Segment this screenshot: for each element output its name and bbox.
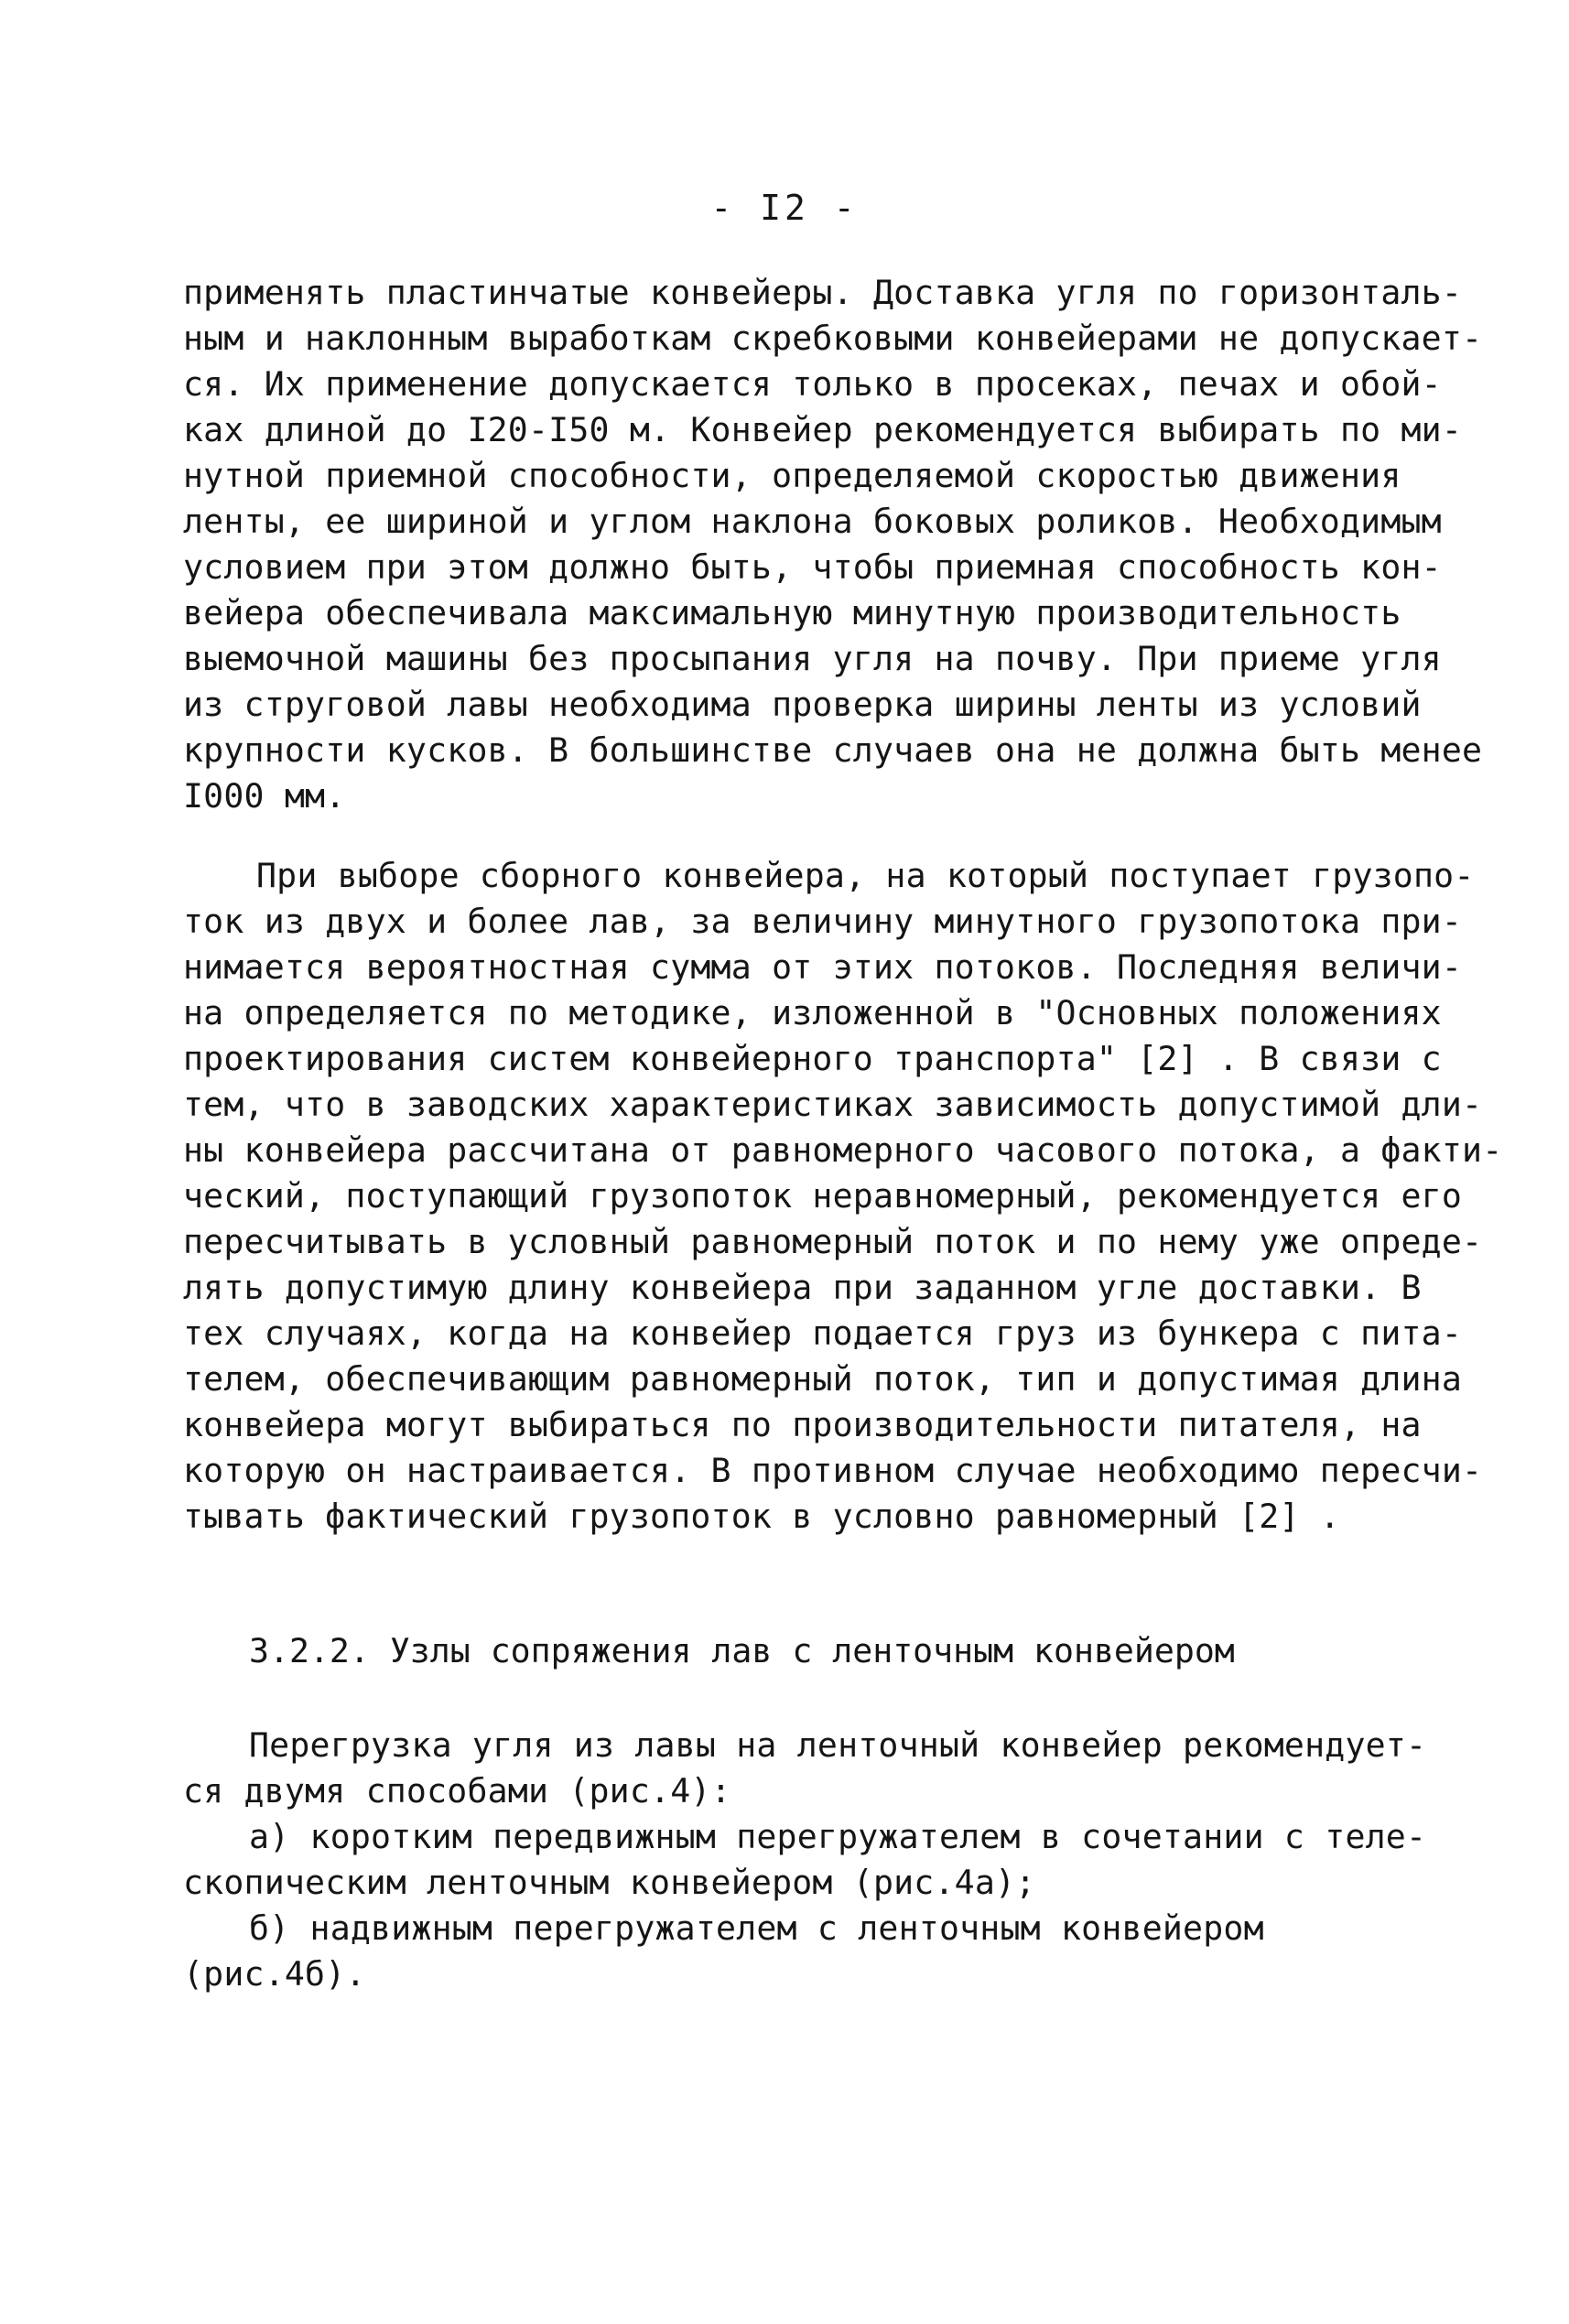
text-line: тем, что в заводских характеристиках зависимость допустимой дли- bbox=[183, 1085, 1483, 1124]
text-line: лять допустимую длину конвейера при заданном угле доставки. В bbox=[183, 1268, 1422, 1307]
text-line: на определяется по методике, изложенной в "Основных положениях bbox=[183, 993, 1442, 1032]
page-number: - I2 - bbox=[710, 188, 859, 228]
text-line: а) коротким передвижным перегружателем в сочетании с теле- bbox=[249, 1817, 1427, 1856]
text-line: тывать фактический грузопоток в условно равномерный [2] . bbox=[183, 1497, 1340, 1536]
text-line: телем, обеспечивающим равномерный поток, тип и допустимая длина bbox=[183, 1359, 1463, 1399]
section-heading: 3.2.2. Узлы сопряжения лав с ленточным конвейером bbox=[249, 1631, 1235, 1670]
text-line: скопическим ленточным конвейером (рис.4а); bbox=[183, 1863, 1036, 1902]
text-line: выемочной машины без просыпания угля на почву. При приеме угля bbox=[183, 639, 1442, 678]
text-line: крупности кусков. В большинстве случаев она не должна быть менее bbox=[183, 730, 1483, 770]
text-line: нутной приемной способности, определяемой скоростью движения bbox=[183, 456, 1401, 495]
text-line: Перегрузка угля из лавы на ленточный конвейер рекомендует- bbox=[249, 1725, 1427, 1765]
text-line: ны конвейера рассчитана от равномерного часового потока, а факти- bbox=[183, 1130, 1503, 1170]
text-line: ках длиной до I20-I50 м. Конвейер рекомендуется выбирать по ми- bbox=[183, 410, 1463, 449]
text-line: ток из двух и более лав, за величину минутного грузопотока при- bbox=[183, 902, 1463, 941]
text-line: ческий, поступающий грузопоток неравномерный, рекомендуется его bbox=[183, 1176, 1463, 1216]
text-line: ся. Их применение допускается только в просеках, печах и обой- bbox=[183, 364, 1442, 404]
text-line: вейера обеспечивала максимальную минутную производительность bbox=[183, 593, 1401, 632]
text-line: б) надвижным перегружателем с ленточным конвейером bbox=[249, 1908, 1264, 1948]
text-line: конвейера могут выбираться по производительности питателя, на bbox=[183, 1405, 1422, 1444]
text-line: ным и наклонным выработкам скребковыми конвейерами не допускает- bbox=[183, 319, 1483, 358]
text-line: ленты, ее шириной и углом наклона боковых роликов. Необходимым bbox=[183, 502, 1442, 541]
text-line: применять пластинчатые конвейеры. Доставка угля по горизонталь- bbox=[183, 273, 1463, 312]
text-line: условием при этом должно быть, чтобы приемная способность кон- bbox=[183, 547, 1442, 587]
text-line: При выборе сборного конвейера, на который поступает грузопо- bbox=[256, 856, 1475, 895]
text-line: которую он настраивается. В противном случае необходимо пересчи- bbox=[183, 1451, 1483, 1490]
text-line: I000 мм. bbox=[183, 776, 346, 816]
text-line: (рис.4б). bbox=[183, 1954, 366, 1994]
text-line: тех случаях, когда на конвейер подается груз из бункера с пита- bbox=[183, 1313, 1463, 1353]
text-line: проектирования систем конвейерного транспорта" [2] . В связи с bbox=[183, 1039, 1442, 1078]
text-line: пересчитывать в условный равномерный поток и по нему уже опреде- bbox=[183, 1222, 1483, 1261]
text-line: ся двумя способами (рис.4): bbox=[183, 1771, 731, 1811]
text-line: нимается вероятностная сумма от этих потоков. Последняя величи- bbox=[183, 947, 1463, 987]
text-line: из струговой лавы необходима проверка ширины ленты из условий bbox=[183, 685, 1422, 724]
